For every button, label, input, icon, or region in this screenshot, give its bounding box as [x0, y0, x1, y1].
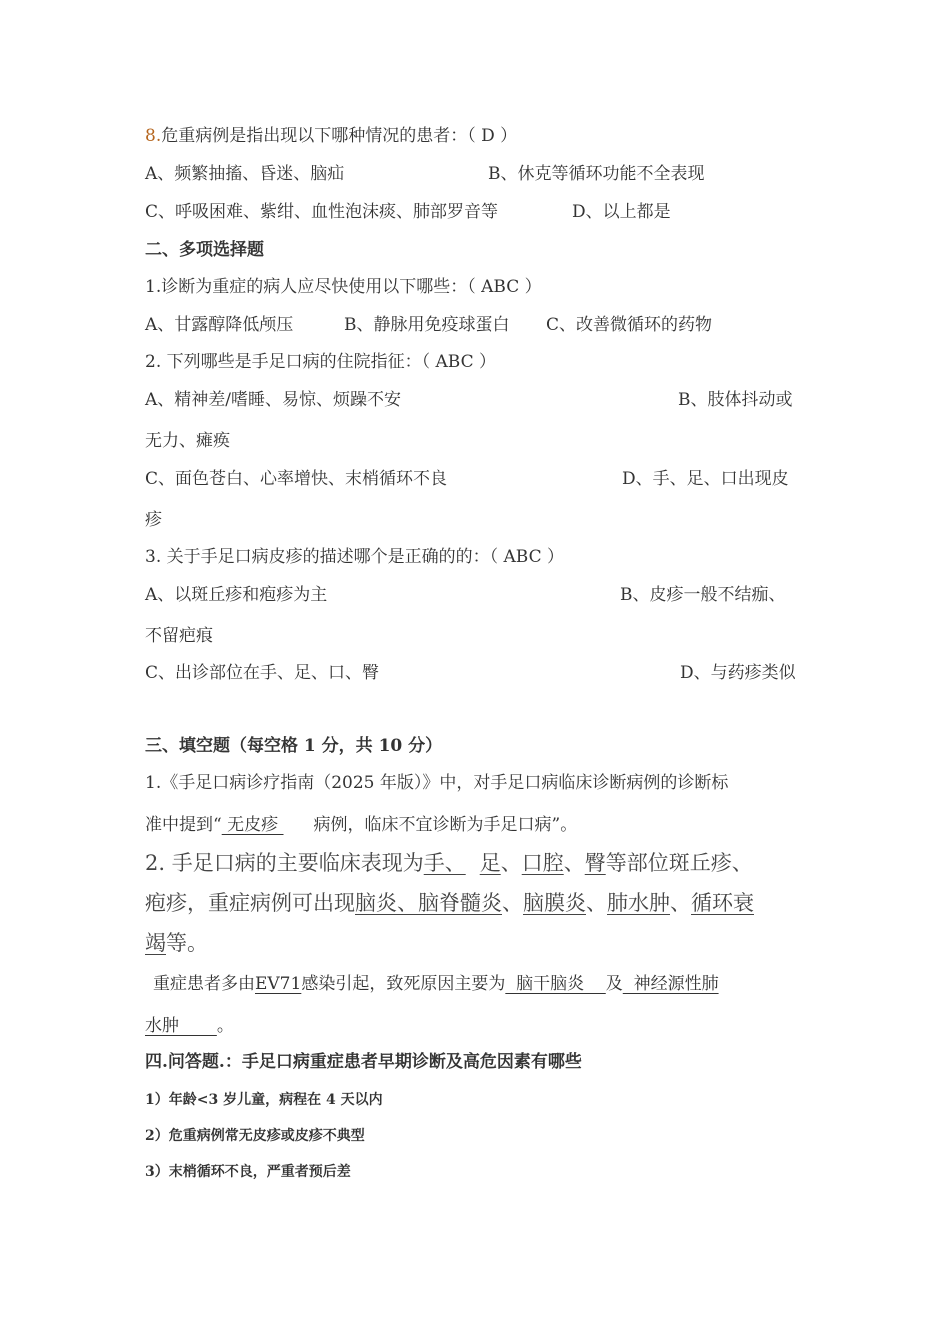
q8-option-d: D、以上都是 — [572, 202, 671, 222]
q8-option-a: A、频繁抽搐、昏迷、脑疝 — [145, 164, 345, 184]
s2-q2-option-b-cont: 无力、瘫痪 — [145, 431, 230, 451]
s3-q2-line1 — [145, 848, 753, 878]
answer-blank: 口腔 — [521, 851, 564, 875]
answer-blank: 循环衰 — [691, 891, 754, 915]
s2-q3-option-d: D、与药疹类似 — [680, 663, 796, 683]
answer-blank: 臀 — [584, 851, 606, 875]
s3-q1-line1: 1.《手足口病诊疗指南（2025 年版）》中，对手足口病临床诊断病例的诊断标 — [145, 773, 729, 793]
s3-q2-line3 — [145, 928, 208, 958]
s2-q2-option-c: C、面色苍白、心率增快、末梢循环不良 — [145, 469, 448, 489]
text-segment: 感染引起，致死原因主要为 — [301, 974, 506, 994]
s3-q3-line2 — [145, 1014, 234, 1038]
text-segment: 、 — [500, 851, 522, 875]
text-segment: 、 — [586, 891, 607, 915]
s2-q2-option-d: D、手、足、口出现皮 — [622, 469, 789, 489]
s2-q3-option-b-cont: 不留疤痕 — [145, 626, 213, 646]
text-segment: 等部位斑丘疹、 — [605, 851, 753, 875]
text-segment: 等。 — [166, 931, 208, 955]
answer-blank: 神经源性肺 — [622, 974, 719, 994]
text-segment: 、 — [670, 891, 691, 915]
text-segment: 2. 手足口病的主要临床表现为 — [145, 851, 424, 875]
question-number: 8. — [145, 126, 162, 146]
question-text: 危重病例是指出现以下哪种情况的患者：（ D ） — [161, 126, 518, 146]
q8-option-b: B、休克等循环功能不全表现 — [488, 164, 705, 184]
section-4-title: 四.问答题.：手足口病重症患者早期诊断及高危因素有哪些 — [145, 1052, 582, 1072]
s2-q3-option-a: A、以斑丘疹和疱疹为主 — [145, 585, 328, 605]
answer-blank: 水肿 — [145, 1016, 217, 1036]
text-segment: 、 — [563, 851, 585, 875]
s3-q2-line2 — [145, 888, 754, 918]
text-segment: 。 — [216, 1016, 234, 1036]
s2-q3-option-b: B、皮疹一般不结痂、 — [620, 585, 786, 605]
section-2-title: 二、多项选择题 — [145, 240, 264, 260]
s2-q2-option-b: B、肢体抖动或 — [678, 390, 793, 410]
answer-blank: 竭 — [145, 931, 166, 955]
text-segment: 准中提到“ — [145, 815, 222, 835]
answer-blank: 脑炎、脑脊髓炎 — [355, 891, 502, 915]
s2-q2-stem: 2. 下列哪些是手足口病的住院指征：（ ABC ） — [145, 352, 497, 372]
answer-blank: 足 — [479, 851, 501, 875]
text-segment: 、 — [502, 891, 523, 915]
question-8-stem — [145, 124, 517, 148]
s2-q1-option-a: A、甘露醇降低颅压 — [145, 315, 294, 335]
s2-q2-option-a: A、精神差/嗜睡、易惊、烦躁不安 — [145, 390, 402, 410]
s2-q1-stem: 1.诊断为重症的病人应尽快使用以下哪些：（ ABC ） — [145, 277, 542, 297]
s2-q1-option-c: C、改善微循环的药物 — [546, 315, 713, 335]
s3-q3-line1 — [153, 972, 719, 996]
s4-answer-2: 2）危重病例常无皮疹或皮疹不典型 — [145, 1128, 365, 1144]
answer-blank: 肺水肿 — [607, 891, 670, 915]
section-3-title: 三、填空题（每空格 1 分，共 10 分） — [145, 736, 443, 756]
answer-blank: 脑干脑炎 — [505, 974, 606, 994]
s3-q1-line2 — [145, 813, 577, 837]
s2-q1-option-b: B、静脉用免疫球蛋白 — [344, 315, 510, 335]
s4-answer-1: 1）年龄<3 岁儿童，病程在 4 天以内 — [145, 1092, 383, 1108]
s2-q3-stem: 3. 关于手足口病皮疹的描述哪个是正确的的：（ ABC ） — [145, 547, 565, 567]
s2-q2-option-d-cont: 疹 — [145, 510, 162, 530]
answer-blank: EV71 — [255, 974, 302, 994]
text-segment: 重症患者多由 — [153, 974, 255, 994]
text-segment: 疱疹，重症病例可出现 — [145, 891, 355, 915]
answer-blank: 无皮疹 — [221, 815, 284, 835]
q8-option-c: C、呼吸困难、紫绀、血性泡沫痰、肺部罗音等 — [145, 202, 499, 222]
answer-blank: 脑膜炎 — [523, 891, 586, 915]
s4-answer-3: 3）末梢循环不良，严重者预后差 — [145, 1164, 351, 1180]
text-segment: 及 — [605, 974, 623, 994]
answer-blank: 手、 — [423, 851, 466, 875]
s2-q3-option-c: C、出诊部位在手、足、口、臀 — [145, 663, 380, 683]
text-segment: 病例，临床不宜诊断为手足口病”。 — [313, 815, 578, 835]
